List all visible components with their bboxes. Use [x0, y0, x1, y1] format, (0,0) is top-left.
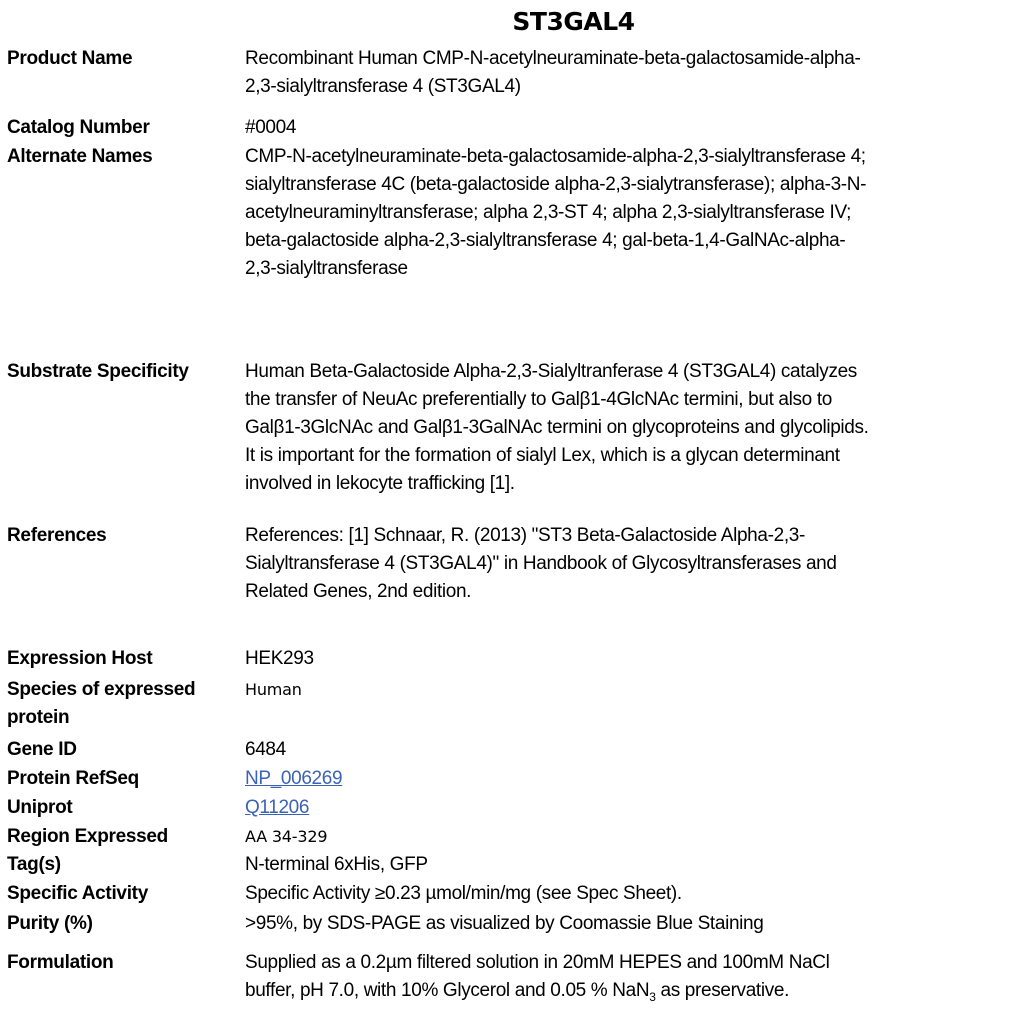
refseq-link[interactable]: NP_006269: [245, 768, 343, 789]
value-alternate-names: [245, 143, 1010, 283]
subscript: 3: [649, 989, 656, 1004]
value-line: Supplied as a 0.2µm filtered solution in 20mM HEPES and 100mM NaCl: [245, 952, 830, 973]
label-formulation: Formulation: [7, 952, 114, 973]
value-line: 2,3-sialyltransferase 4 (ST3GAL4): [245, 76, 521, 97]
label-gene-id: Gene ID: [7, 739, 77, 760]
value-line: involved in lekocyte trafficking [1].: [245, 473, 515, 494]
value-formulation: [245, 949, 1010, 1005]
value-specific-activity: Specific Activity ≥0.23 µmol/min/mg (see Spec Sheet).: [245, 883, 682, 904]
label-purity: Purity (%): [7, 913, 93, 934]
label-product-name: Product Name: [7, 48, 133, 69]
value-line: beta-galactoside alpha-2,3-sialyltransferase 4; gal-beta-1,4-GalNAc-alpha-: [245, 230, 846, 251]
formulation-text: as preservative.: [655, 980, 790, 1001]
value-line: 2,3-sialyltransferase: [245, 258, 408, 279]
label-line: Species of expressed: [7, 679, 196, 700]
document-title: ST3GAL4: [512, 7, 635, 36]
label-catalog-number: Catalog Number: [7, 117, 150, 138]
value-catalog-number: #0004: [245, 117, 297, 138]
value-line: It is important for the formation of sialyl Lex, which is a glycan determinant: [245, 445, 840, 466]
formulation-text: buffer, pH 7.0, with 10% Glycerol and 0.05 % NaN: [245, 980, 650, 1001]
label-uniprot: Uniprot: [7, 797, 73, 818]
label-expression-host: Expression Host: [7, 648, 153, 669]
label-line: protein: [7, 707, 70, 728]
value-line: Human Beta-Galactoside Alpha-2,3-Sialyltranferase 4 (ST3GAL4) catalyzes: [245, 361, 857, 382]
value-line: [245, 977, 1010, 1005]
label-tags: Tag(s): [7, 854, 61, 875]
value-substrate-specificity: [245, 358, 1010, 498]
label-alternate-names: Alternate Names: [7, 146, 153, 167]
label-region-expressed: Region Expressed: [7, 826, 168, 847]
value-line: the transfer of NeuAc preferentially to Galβ1-4GlcNAc termini, but also to: [245, 389, 832, 410]
value-gene-id: 6484: [245, 739, 286, 760]
value-purity: >95%, by SDS-PAGE as visualized by Coomassie Blue Staining: [245, 913, 764, 934]
value-line: CMP-N-acetylneuraminate-beta-galactosamide-alpha-2,3-sialyltransferase 4;: [245, 146, 866, 167]
value-protein-refseq: [245, 765, 1010, 793]
label-references: References: [7, 525, 107, 546]
label-species: [7, 676, 237, 732]
value-line: sialyltransferase 4C (beta-galactoside alpha-2,3-sialytransferase); alpha-3-N-: [245, 174, 867, 195]
value-product-name: [245, 45, 1010, 101]
value-expression-host: HEK293: [245, 648, 314, 669]
value-line: Sialyltransferase 4 (ST3GAL4)" in Handbook of Glycosyltransferases and: [245, 553, 837, 574]
value-references: [245, 522, 1010, 606]
label-protein-refseq: Protein RefSeq: [7, 768, 139, 789]
value-uniprot: [245, 794, 1010, 822]
value-line: References: [1] Schnaar, R. (2013) "ST3 Beta-Galactoside Alpha-2,3-: [245, 525, 805, 546]
label-specific-activity: Specific Activity: [7, 883, 148, 904]
value-region-expressed: AA 34-329: [245, 827, 328, 846]
value-line: Related Genes, 2nd edition.: [245, 581, 472, 602]
value-tags: N-terminal 6xHis, GFP: [245, 854, 428, 875]
label-substrate-specificity: Substrate Specificity: [7, 361, 189, 382]
uniprot-link[interactable]: Q11206: [245, 797, 310, 818]
value-line: acetylneuraminyltransferase; alpha 2,3-ST 4; alpha 2,3-sialyltransferase IV;: [245, 202, 852, 223]
value-species: Human: [245, 680, 302, 699]
value-line: Galβ1-3GlcNAc and Galβ1-3GalNAc termini on glycoproteins and glycolipids.: [245, 417, 869, 438]
value-line: Recombinant Human CMP-N-acetylneuraminate-beta-galactosamide-alpha-: [245, 48, 861, 69]
